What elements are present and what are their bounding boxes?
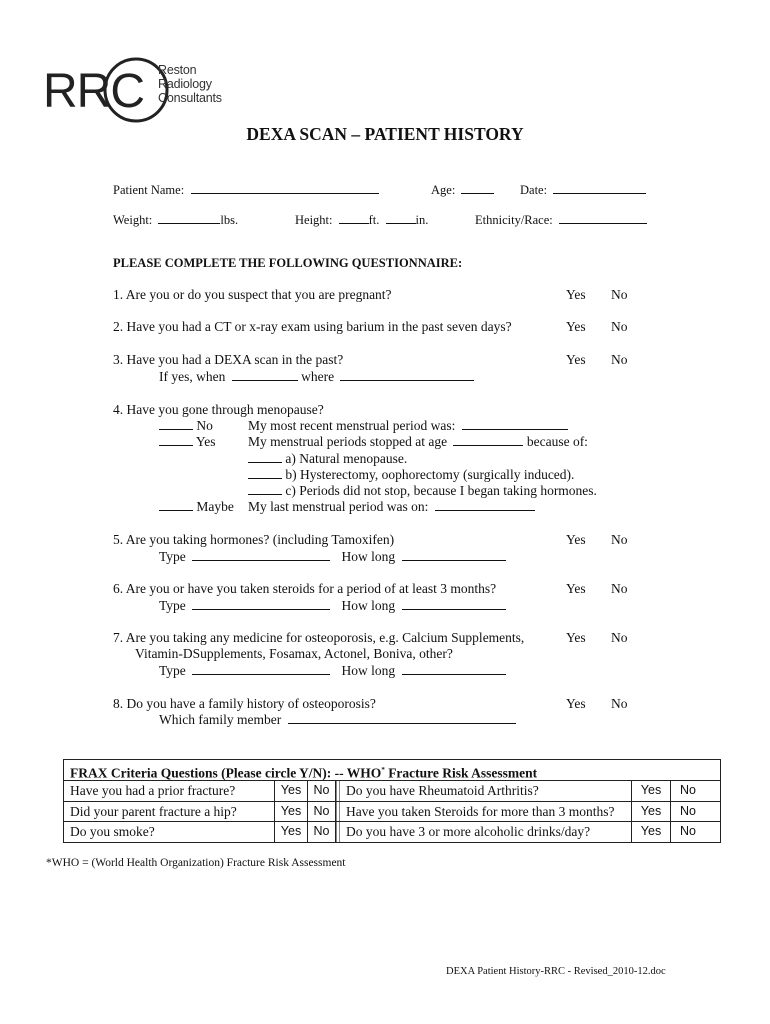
frax-row [64, 802, 720, 823]
footnote: *WHO = (World Health Organization) Fracture Risk Assessment [46, 857, 346, 869]
q4-a-label: a) Natural menopause. [285, 451, 408, 466]
weight-field[interactable] [113, 212, 238, 228]
q4-no-label: No [196, 418, 213, 433]
q4-maybe-text-label: My last menstrual period was on: [248, 499, 429, 514]
patient-name-field[interactable] [113, 182, 379, 198]
question-8: 8. Do you have a family history of osteoporosis? [113, 696, 376, 711]
lbs-label: lbs. [220, 213, 239, 227]
in-label: in. [415, 213, 429, 227]
svg-text:RRC: RRC [43, 65, 144, 118]
frax-question-left: Did your parent fracture a hip? [64, 802, 275, 822]
q5-howlong-label: How long [341, 549, 396, 564]
frax-yes[interactable]: Yes [275, 802, 308, 822]
instructions: PLEASE COMPLETE THE FOLLOWING QUESTIONNAIRE: [113, 256, 463, 270]
logo-line-2: Radiology [158, 77, 212, 91]
q4-yes-label: Yes [195, 434, 216, 449]
frax-question-left: Do you smoke? [64, 822, 275, 842]
question-6: 6. Are you or have you taken steroids for a period of at least 3 months? [113, 581, 497, 596]
frax-no[interactable]: No [680, 824, 696, 838]
q5-type-label: Type [159, 549, 186, 564]
q6-yes[interactable]: Yes [566, 581, 586, 596]
frax-no[interactable]: No [680, 783, 696, 797]
frax-yes[interactable]: Yes [275, 822, 308, 842]
q8-yes[interactable]: Yes [566, 696, 586, 711]
q3-yes[interactable]: Yes [566, 352, 586, 367]
ft-label: ft. [368, 213, 380, 227]
q3-when-label: If yes, when [159, 369, 226, 384]
frax-header-sup: * [381, 766, 385, 774]
q6-howlong-label: How long [341, 598, 396, 613]
frax-no[interactable]: No [308, 781, 336, 801]
logo-line-3: Consultants [158, 91, 222, 105]
q4-maybe-text[interactable] [248, 499, 535, 515]
q4-because-label: because of: [526, 434, 588, 449]
q4-no-option[interactable] [159, 418, 213, 434]
question-7-cont: Vitamin-DSupplements, Fosamax, Actonel, Boniva, other? [135, 646, 453, 661]
frax-header-end: Fracture Risk Assessment [384, 765, 538, 781]
q1-no[interactable]: No [611, 287, 628, 302]
height-label: Height: [295, 213, 333, 227]
q4-option-b[interactable] [248, 467, 574, 483]
logo-name [158, 63, 222, 105]
q4-maybe-option[interactable] [159, 499, 234, 515]
date-label: Date: [520, 183, 548, 197]
q4-yes-option[interactable] [159, 434, 216, 450]
q4-c-label: c) Periods did not stop, because I began taking hormones. [285, 483, 597, 498]
q1-yes[interactable]: Yes [566, 287, 586, 302]
q4-no-text-label: My most recent menstrual period was: [248, 418, 456, 433]
question-4: 4. Have you gone through menopause? [113, 402, 324, 417]
frax-yes[interactable]: Yes [275, 781, 308, 801]
frax-question-left: Have you had a prior fracture? [64, 781, 275, 801]
ethnicity-field[interactable] [475, 212, 647, 228]
date-field[interactable] [520, 182, 646, 198]
footer-filename: DEXA Patient History-RRC - Revised_2010-12.doc [446, 966, 666, 977]
frax-no[interactable]: No [680, 803, 696, 818]
patient-name-label: Patient Name: [113, 183, 185, 197]
question-1: 1. Are you or do you suspect that you are pregnant? [113, 287, 392, 302]
q2-no[interactable]: No [611, 319, 628, 334]
q3-followup[interactable] [159, 369, 474, 385]
frax-header [64, 760, 720, 781]
q8-member-label: Which family member [159, 712, 282, 727]
q4-option-a[interactable] [248, 451, 407, 467]
q4-no-text[interactable] [248, 418, 568, 434]
page-title: DEXA SCAN – PATIENT HISTORY [246, 124, 524, 144]
q3-where-label: where [301, 369, 335, 384]
frax-question-right: Do you have Rheumatoid Arthritis? [336, 781, 632, 801]
q7-details[interactable] [159, 663, 506, 679]
height-field[interactable] [295, 212, 428, 228]
weight-label: Weight: [113, 213, 153, 227]
q5-details[interactable] [159, 549, 506, 565]
q6-no[interactable]: No [611, 581, 628, 596]
q4-option-c[interactable] [248, 483, 597, 499]
logo-line-1: Reston [158, 63, 197, 77]
q4-maybe-label: Maybe [196, 499, 234, 514]
frax-row [64, 781, 720, 802]
ethnicity-label: Ethnicity/Race: [475, 213, 553, 227]
q8-no[interactable]: No [611, 696, 628, 711]
question-5: 5. Are you taking hormones? (including Tamoxifen) [113, 532, 395, 547]
q8-details[interactable] [159, 712, 516, 728]
frax-question-right: Do you have 3 or more alcoholic drinks/day? [336, 822, 632, 842]
q4-yes-text-label: My menstrual periods stopped at age [248, 434, 448, 449]
q7-yes[interactable]: Yes [566, 630, 586, 645]
age-label: Age: [431, 183, 456, 197]
q5-yes[interactable]: Yes [566, 532, 586, 547]
q2-yes[interactable]: Yes [566, 319, 586, 334]
frax-question-right: Have you taken Steroids for more than 3 months? [336, 802, 632, 822]
frax-no[interactable]: No [308, 802, 336, 822]
frax-yes[interactable]: Yes [632, 822, 671, 842]
frax-row [64, 822, 720, 842]
q7-type-label: Type [159, 663, 186, 678]
q4-yes-text[interactable] [248, 434, 588, 450]
age-field[interactable] [431, 182, 494, 198]
frax-table [63, 759, 721, 843]
question-7: 7. Are you taking any medicine for osteoporosis, e.g. Calcium Supplements, [113, 630, 525, 645]
q5-no[interactable]: No [611, 532, 628, 547]
frax-header-text: FRAX Criteria Questions (Please circle Y/N): -- WHO [70, 765, 382, 781]
question-2: 2. Have you had a CT or x-ray exam using barium in the past seven days? [113, 319, 512, 334]
q7-howlong-label: How long [341, 663, 396, 678]
q3-no[interactable]: No [611, 352, 628, 367]
q6-details[interactable] [159, 598, 506, 614]
frax-yes[interactable]: Yes [632, 781, 671, 801]
q7-no[interactable]: No [611, 630, 628, 645]
q4-b-label: b) Hysterectomy, oophorectomy (surgically induced). [285, 467, 575, 482]
frax-yes[interactable]: Yes [632, 802, 671, 822]
frax-no[interactable]: No [308, 822, 336, 842]
q6-type-label: Type [159, 598, 186, 613]
question-3: 3. Have you had a DEXA scan in the past? [113, 352, 344, 367]
